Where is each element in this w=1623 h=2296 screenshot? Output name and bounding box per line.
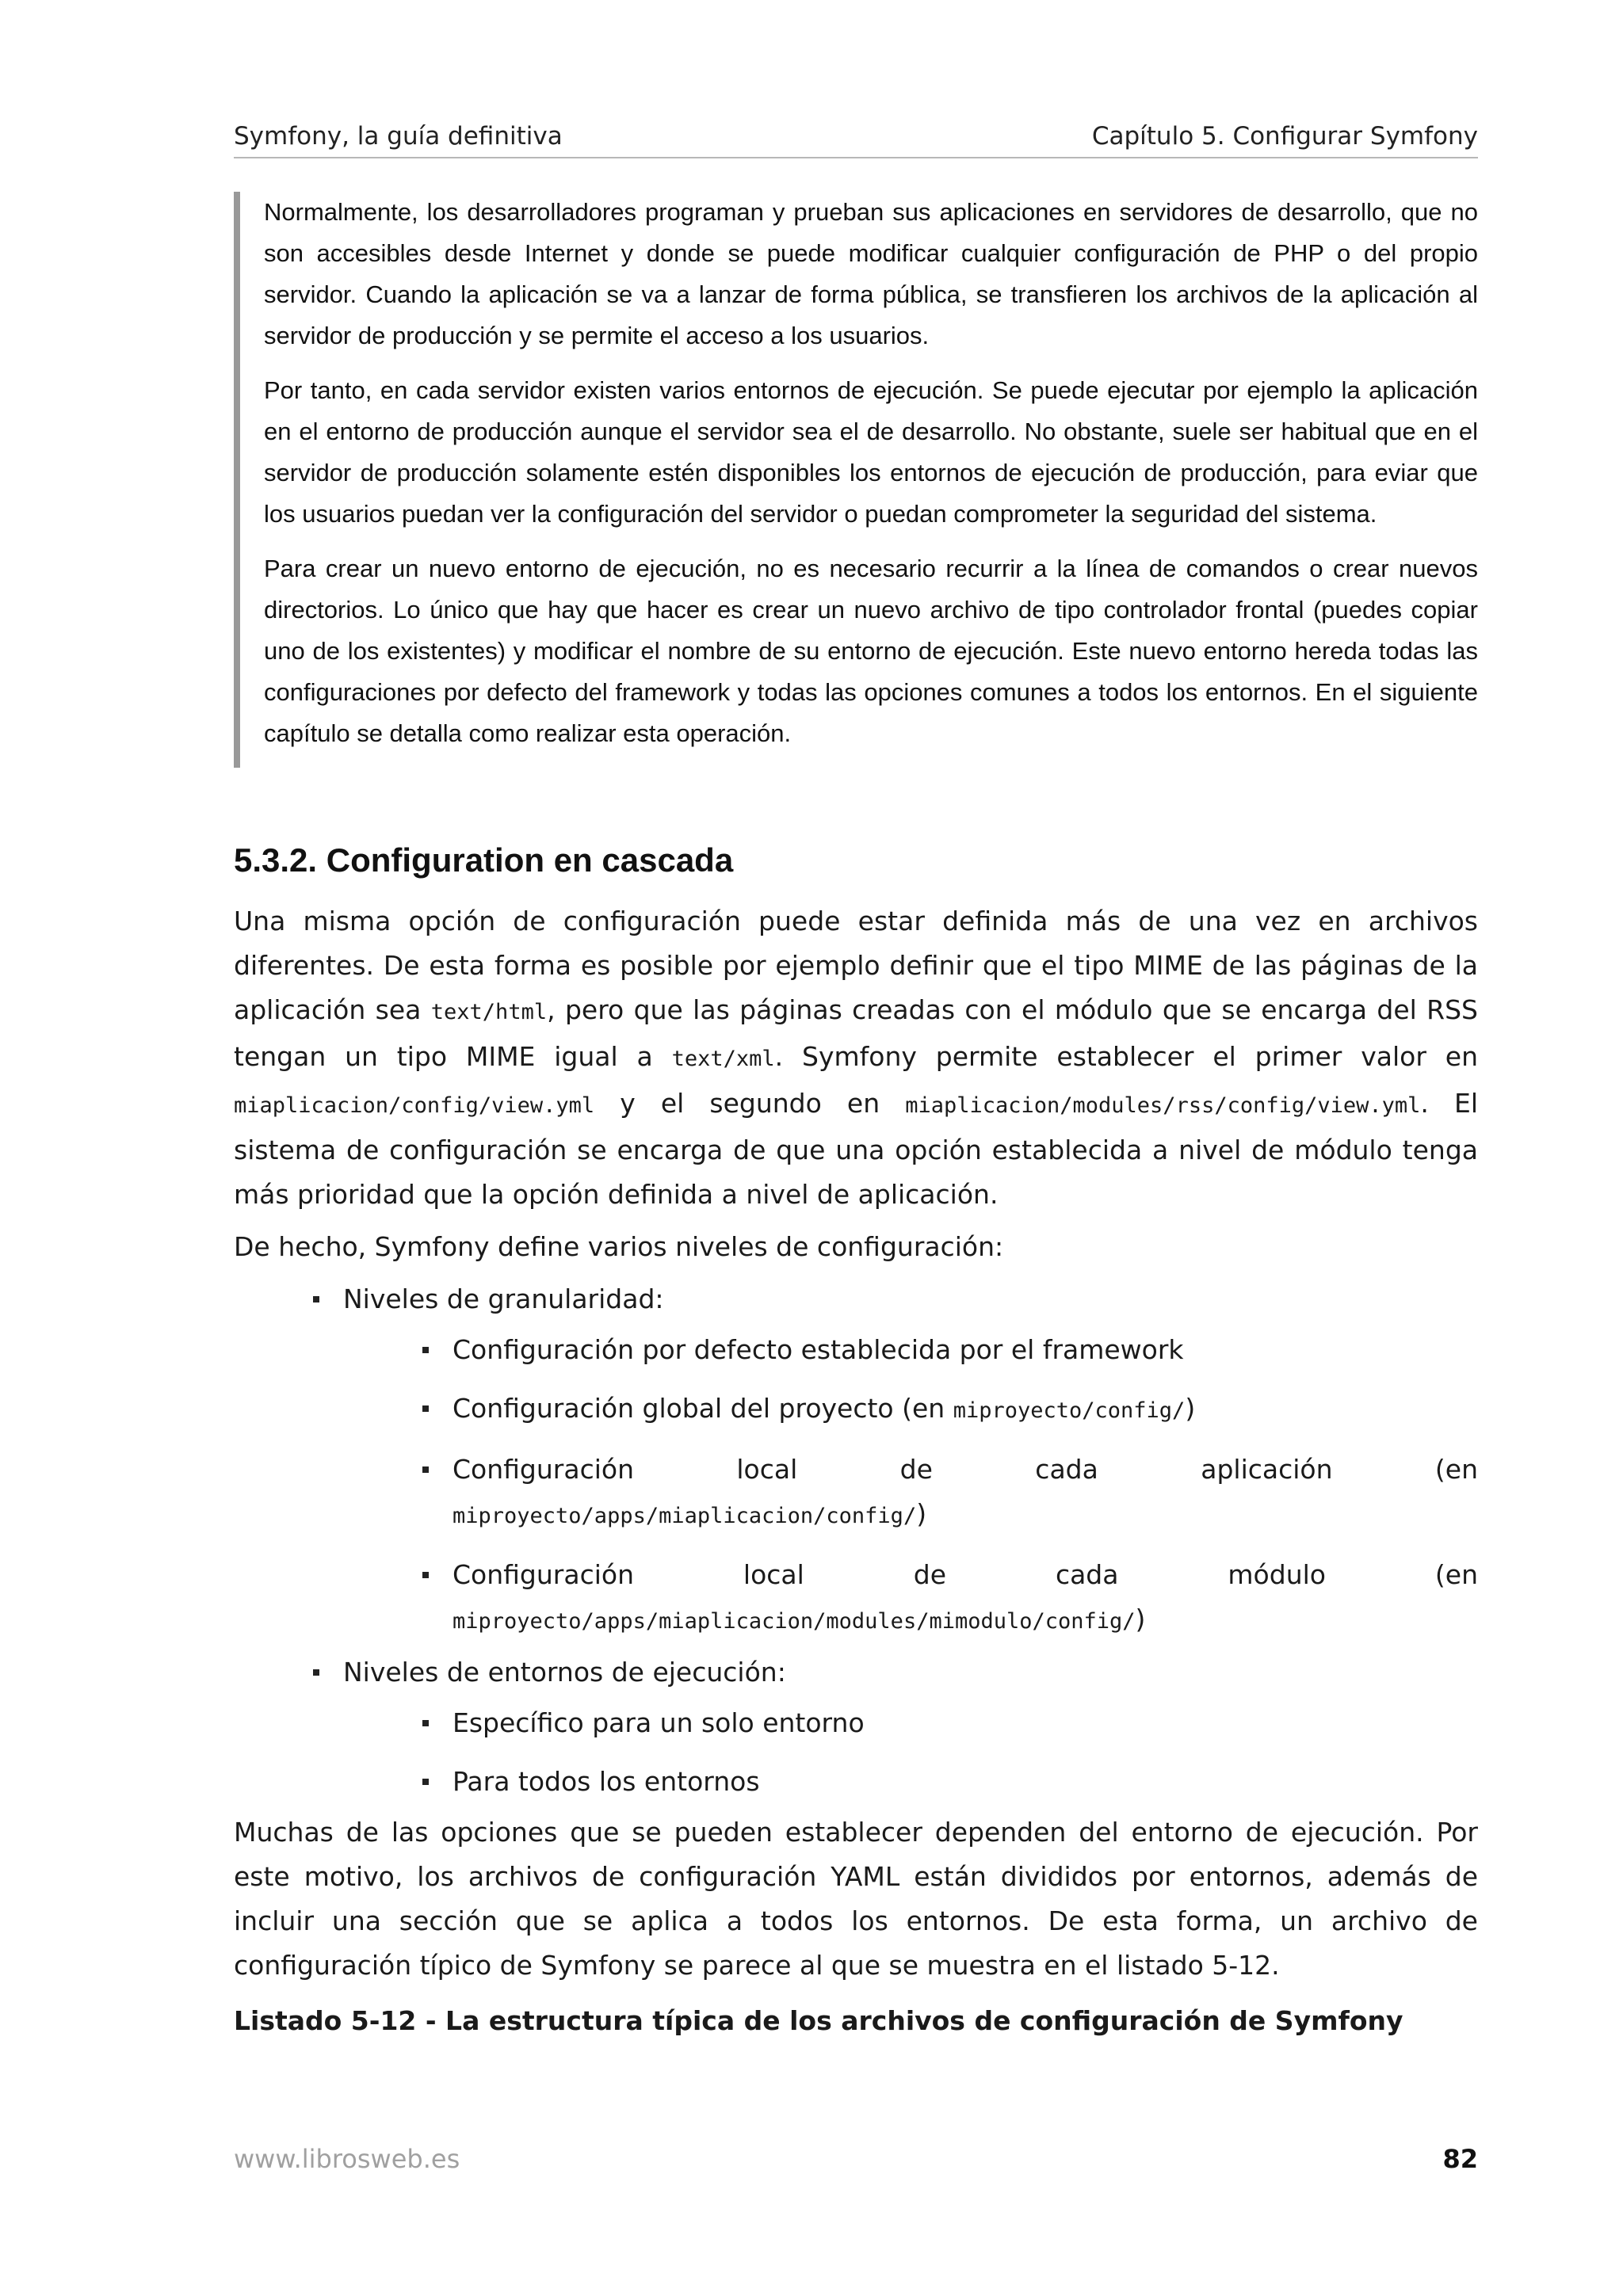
note-paragraph: Para crear un nuevo entorno de ejecución, no es necesario recurrir a la línea de comandos o crear nuevos directorios. Lo único que hay que hacer es crear un nuevo archivo de tipo controlador frontal (puedes copiar uno de los existentes) y modificar el nombre de su entorno de ejecución. Este nuevo entorno hereda todas las configuraciones por defecto del framework y todas las opciones comunes a todos los entornos. En el siguiente capítulo se detalla como realizar esta operación.: [264, 555, 1478, 747]
note-paragraph: Normalmente, los desarrolladores programan y prueban sus aplicaciones en servidores de desarrollo, que no son accesibles desde Internet y donde se puede modificar cualquier configuración de PHP o del propio servidor. Cuando la aplicación se va a lanzar de forma pública, se transfieren los archivos de la aplicación al servidor de producción y se permite el acceso a los usuarios.: [264, 198, 1478, 349]
inline-code: miproyecto/config/: [953, 1398, 1186, 1423]
listing-title: Listado 5-12 - La estructura típica de los archivos de configuración de Symfony: [234, 2005, 1403, 2036]
list-item: Niveles de granularidad: Configuración por defecto establecida por el framework Configuración global del proyecto (en miproyecto/config/) Configuración local de cada aplicación (en miproyecto/apps/miaplicacion/config/) Configuración local de cada módulo (en miproyecto/apps/miaplicacion/modules/mimodulo/config/): [234, 1277, 1478, 1644]
cascade-paragraph: Una misma opción de configuración puede estar definida más de una vez en archivos diferentes. De esta forma es posible por ejemplo definir que el tipo MIME de las páginas de la aplicación sea text/html, pero que las páginas creadas con el módulo que se encarga del RSS tengan un tipo MIME igual a text/xml. Symfony permite establecer el primer valor en miaplicacion/config/view.yml y el segundo en miaplicacion/modules/rss/config/view.yml. El sistema de configuración se encarga de que una opción establecida a nivel de módulo tenga más prioridad que la opción definida a nivel de aplicación.: [234, 906, 1479, 1210]
bullet-icon: [422, 1720, 429, 1726]
bullet-icon: [422, 1572, 429, 1578]
environments-paragraph: Muchas de las opciones que se pueden establecer dependen del entorno de ejecución. Por este motivo, los archivos de configuración YAML están divididos por entornos, además de incluir una sección que se aplica a todos los entornos. De esta forma, un archivo de configuración típico de Symfony se parece al que se muestra en el listado 5-12.: [234, 1817, 1478, 1981]
note-paragraph: Por tanto, en cada servidor existen varios entornos de ejecución. Se puede ejecutar por ejemplo la aplicación en el entorno de producción aunque el servidor sea el de desarrollo. No obstante, suele ser habitual que en el servidor de producción solamente estén disponibles los entornos de ejecución de producción, para eviar que los usuarios puedan ver la configuración del servidor o puedan comprometer la seguridad del sistema.: [264, 376, 1478, 528]
page-number: 82: [1442, 2144, 1478, 2174]
inline-code: miproyecto/apps/miaplicacion/config/: [453, 1504, 917, 1528]
bullet-icon: [422, 1779, 429, 1785]
list-item: Configuración local de cada módulo (en miproyecto/apps/miaplicacion/modules/mimodulo/config/): [343, 1553, 1478, 1644]
list-item: Configuración por defecto establecida por el framework: [343, 1328, 1478, 1372]
inline-code: miaplicacion/config/view.yml: [234, 1093, 595, 1118]
list-item: Niveles de entornos de ejecución: Específico para un solo entorno Para todos los entornos: [234, 1650, 1478, 1804]
list-item: Configuración local de cada aplicación (en miproyecto/apps/miaplicacion/config/): [343, 1447, 1478, 1539]
levels-intro: De hecho, Symfony define varios niveles de configuración:: [234, 1231, 1004, 1262]
environments-sublist: [343, 1701, 1478, 1804]
bullet-icon: [422, 1405, 429, 1412]
footer-url[interactable]: www.librosweb.es: [234, 2144, 460, 2174]
bullet-icon: [313, 1669, 319, 1676]
bullet-icon: [313, 1296, 319, 1302]
bullet-icon: [422, 1466, 429, 1473]
inline-code: miproyecto/apps/miaplicacion/modules/mimodulo/config/: [453, 1609, 1136, 1634]
list-item: Para todos los entornos: [343, 1760, 1478, 1804]
inline-code: miaplicacion/modules/rss/config/view.yml: [905, 1093, 1421, 1118]
list-item: Específico para un solo entorno: [343, 1701, 1478, 1745]
granularity-sublist: [343, 1328, 1478, 1644]
page-header: [234, 117, 1478, 158]
section-content: [234, 836, 1478, 2043]
inline-code: text/xml: [671, 1047, 775, 1071]
config-levels-list: [234, 1277, 1478, 1804]
list-item: Configuración global del proyecto (en miproyecto/config/): [343, 1386, 1478, 1433]
book-title: Symfony, la guía definitiva: [234, 122, 563, 151]
section-heading: 5.3.2. Configuration en cascada: [234, 841, 734, 879]
note-box: [234, 192, 1478, 768]
page: [234, 0, 1478, 2296]
inline-code: text/html: [430, 1000, 548, 1024]
bullet-icon: [422, 1347, 429, 1353]
chapter-title: Capítulo 5. Configurar Symfony: [1091, 122, 1478, 151]
